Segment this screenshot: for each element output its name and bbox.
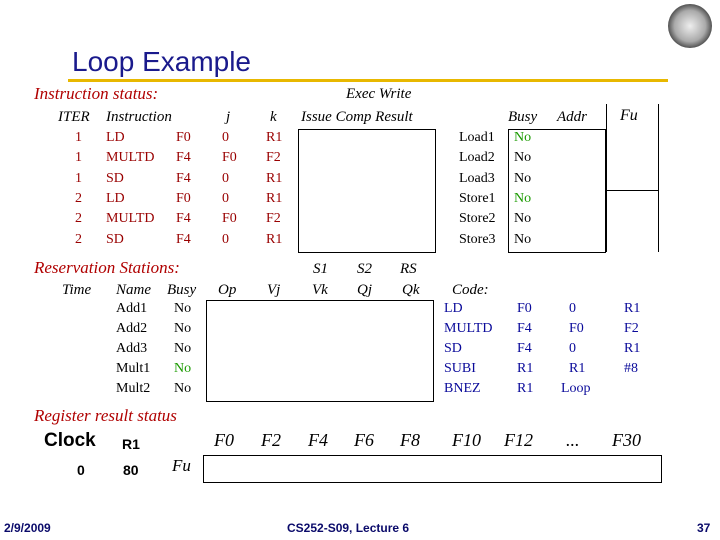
footer-date: 2/9/2009 <box>4 521 51 535</box>
code-arg3: R1 <box>624 341 641 356</box>
register-name: F6 <box>354 430 374 450</box>
fu-divider-left <box>606 104 607 252</box>
rs-name: Mult1 <box>116 361 151 376</box>
instr-k: R1 <box>266 190 283 206</box>
register-fu-box <box>203 455 662 483</box>
instr-iter: 1 <box>75 170 82 186</box>
instr-iter: 2 <box>75 211 82 227</box>
buffer-name: Store3 <box>459 231 496 247</box>
code-op: BNEZ <box>444 381 481 396</box>
instruction-header: Instruction <box>106 109 172 125</box>
instr-op: LD <box>106 130 125 145</box>
buffer-name: Load2 <box>459 150 495 166</box>
instr-k: F2 <box>266 211 281 227</box>
addr-header: Addr <box>557 109 587 125</box>
page-title: Loop Example <box>72 46 252 77</box>
r1-value: 80 <box>123 462 139 478</box>
title-underline <box>68 79 668 82</box>
rs-busy: No <box>174 361 192 376</box>
code-op: LD <box>444 301 463 316</box>
instruction-status-heading: Instruction status: <box>34 84 159 103</box>
instr-j: 0 <box>222 170 229 186</box>
code-arg1: F4 <box>517 341 532 356</box>
op-header: Op <box>218 282 237 298</box>
buffer-busy: No <box>514 211 532 227</box>
buffer-addr-box <box>508 129 606 253</box>
rs-busy: No <box>174 341 192 356</box>
code-header: Code: <box>452 282 489 298</box>
instr-j: 0 <box>222 231 229 247</box>
code-arg1: F0 <box>517 301 532 316</box>
k-header: k <box>270 109 277 125</box>
instr-iter: 2 <box>75 190 82 206</box>
code-arg2: F0 <box>569 321 584 336</box>
instr-j: F0 <box>222 150 237 166</box>
instr-op: MULTD <box>106 211 155 227</box>
instr-dest: F0 <box>176 130 191 145</box>
code-arg2: Loop <box>561 381 591 396</box>
s2-header: S2 <box>357 261 372 277</box>
register-name: F30 <box>612 430 641 450</box>
r1-label: R1 <box>122 436 140 452</box>
vk-header: Vk <box>312 282 328 298</box>
buffer-name: Load3 <box>459 170 495 186</box>
qj-header: Qj <box>357 282 372 298</box>
reservation-stations-box <box>206 300 434 402</box>
instr-dest: F4 <box>176 231 191 247</box>
rs-busy: No <box>174 321 192 336</box>
buffer-busy: No <box>514 130 532 145</box>
busy-header: Busy <box>508 109 538 125</box>
register-name: F4 <box>308 430 328 450</box>
footer-course: CS252-S09, Lecture 6 <box>287 521 410 535</box>
instr-k: R1 <box>266 231 283 247</box>
fu-divider-right <box>658 104 659 252</box>
iter-header: ITER <box>58 109 90 125</box>
instr-k: R1 <box>266 170 283 186</box>
buffer-name: Load1 <box>459 130 495 145</box>
instr-dest: F4 <box>176 170 191 186</box>
code-op: MULTD <box>444 321 493 336</box>
register-name: F2 <box>261 430 281 450</box>
rs-header: RS <box>400 261 417 277</box>
code-arg2: R1 <box>569 361 586 376</box>
buffer-busy: No <box>514 231 532 247</box>
time-header: Time <box>62 282 92 298</box>
buffer-busy: No <box>514 190 532 206</box>
j-header: j <box>226 109 231 125</box>
s1-header: S1 <box>313 261 328 277</box>
code-arg1: R1 <box>517 381 534 396</box>
instr-j: 0 <box>222 190 229 206</box>
register-name: F10 <box>452 430 481 450</box>
rs-name: Add1 <box>116 301 148 316</box>
code-arg1: R1 <box>517 361 534 376</box>
university-seal-logo <box>668 4 712 48</box>
instr-k: F2 <box>266 150 281 166</box>
instr-op: MULTD <box>106 150 155 166</box>
register-name: F8 <box>400 430 420 450</box>
fu-divider-mid <box>606 190 658 191</box>
instruction-status-box <box>298 129 436 253</box>
code-op: SD <box>444 341 462 356</box>
buffer-name: Store1 <box>459 190 496 206</box>
instr-j: F0 <box>222 211 237 227</box>
rs-name: Mult2 <box>116 381 151 396</box>
instr-dest: F0 <box>176 190 191 206</box>
code-arg2: 0 <box>569 301 576 316</box>
rs-busy: No <box>174 381 192 396</box>
rs-name: Add3 <box>116 341 148 356</box>
register-name: F0 <box>214 430 234 450</box>
code-arg3: F2 <box>624 321 639 336</box>
code-arg3: #8 <box>624 361 638 376</box>
code-op: SUBI <box>444 361 476 376</box>
clock-value: 0 <box>77 462 85 478</box>
instr-iter: 1 <box>75 150 82 166</box>
clock-label: Clock <box>44 430 96 451</box>
buffer-busy: No <box>514 170 532 186</box>
footer-page: 37 <box>697 521 711 535</box>
code-arg1: F4 <box>517 321 532 336</box>
buffer-busy: No <box>514 150 532 166</box>
instr-op: LD <box>106 190 125 206</box>
instr-j: 0 <box>222 130 229 145</box>
register-name: ... <box>566 430 580 450</box>
reservation-stations-heading: Reservation Stations: <box>34 258 180 277</box>
issue-comp-result-header: Issue Comp Result <box>301 109 413 125</box>
qk-header: Qk <box>402 282 420 298</box>
name-header: Name <box>116 282 151 298</box>
instr-dest: F4 <box>176 211 191 227</box>
instr-dest: F4 <box>176 150 191 166</box>
instr-iter: 1 <box>75 130 82 145</box>
rs-name: Add2 <box>116 321 148 336</box>
instr-op: SD <box>106 231 124 247</box>
rs-busy: No <box>174 301 192 316</box>
instr-k: R1 <box>266 130 283 145</box>
register-name: F12 <box>504 430 533 450</box>
code-arg3: R1 <box>624 301 641 316</box>
instr-op: SD <box>106 170 124 186</box>
reg-fu-label: Fu <box>172 456 191 475</box>
register-result-heading: Register result status <box>34 406 177 425</box>
instr-iter: 2 <box>75 231 82 247</box>
code-arg2: 0 <box>569 341 576 356</box>
vj-header: Vj <box>267 282 281 298</box>
fu-header: Fu <box>620 107 638 124</box>
rs-busy-header: Busy <box>167 282 197 298</box>
exec-write-header: Exec Write <box>346 86 412 102</box>
buffer-name: Store2 <box>459 211 496 227</box>
